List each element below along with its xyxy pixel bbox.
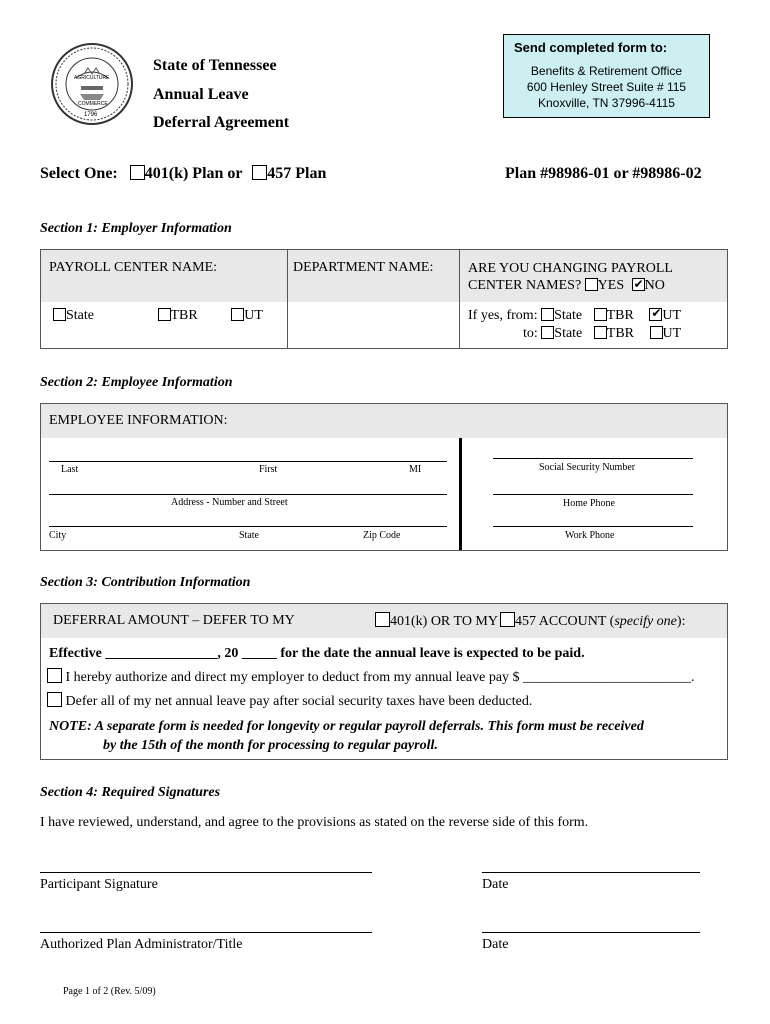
zip-label: Zip Code bbox=[363, 530, 401, 541]
checkbox-center-ut[interactable] bbox=[231, 308, 244, 321]
city-state-zip-field[interactable] bbox=[49, 526, 447, 527]
checkbox-to-state[interactable] bbox=[541, 326, 554, 339]
checkbox-from-tbr[interactable] bbox=[594, 308, 607, 321]
checkbox-authorize-deduct[interactable] bbox=[47, 668, 62, 683]
checkbox-from-state[interactable] bbox=[541, 308, 554, 321]
work-phone-field[interactable] bbox=[493, 526, 693, 527]
administrator-date-label: Date bbox=[482, 937, 509, 952]
participant-signature-label: Participant Signature bbox=[40, 877, 158, 892]
contribution-box bbox=[40, 603, 728, 760]
deferral-amount-label: DEFERRAL AMOUNT – DEFER TO MY bbox=[53, 613, 295, 628]
effective-date-line: Effective ________________, 20 _____ for the date the annual leave is expected to be paid. bbox=[49, 646, 585, 661]
select-one-label: Select One: bbox=[40, 165, 118, 182]
plan-select-row bbox=[40, 165, 326, 183]
title-line-leave: Annual Leave bbox=[153, 85, 249, 103]
defer-all-text: Defer all of my net annual leave pay after social security taxes have been deducted. bbox=[65, 694, 533, 709]
send-line-street: 600 Henley Street Suite # 115 bbox=[526, 80, 687, 94]
participant-date-label: Date bbox=[482, 877, 509, 892]
checkbox-to-tbr[interactable] bbox=[594, 326, 607, 339]
changing-payroll-question: ARE YOU CHANGING PAYROLL CENTER NAMES? YES ✔ NO bbox=[468, 260, 673, 294]
authorize-text: I hereby authorize and direct my employer to deduct from my annual leave pay $ ________________________. bbox=[65, 670, 695, 685]
first-label: First bbox=[259, 464, 278, 475]
if-yes-from-label: If yes, from: bbox=[468, 308, 538, 323]
checkbox-defer-457[interactable] bbox=[500, 612, 515, 627]
seal-year: 1796 bbox=[84, 112, 98, 118]
last-label: Last bbox=[61, 464, 79, 475]
checkbox-from-ut[interactable] bbox=[649, 308, 662, 321]
administrator-label: Authorized Plan Administrator/Title bbox=[40, 937, 243, 952]
option-authorize-row bbox=[47, 668, 695, 686]
option-defer-all-row bbox=[47, 692, 532, 710]
plan-number: Plan #98986-01 or #98986-02 bbox=[505, 165, 702, 182]
checkbox-defer-401k[interactable] bbox=[375, 612, 390, 627]
employee-info-box bbox=[40, 403, 728, 551]
send-line-city: Knoxville, TN 37996-4115 bbox=[538, 96, 675, 110]
page-number: Page 1 of 2 (Rev. 5/09) bbox=[63, 986, 156, 997]
checkbox-changing-yes[interactable] bbox=[585, 278, 598, 291]
administrator-signature-field[interactable] bbox=[40, 932, 372, 933]
checkbox-457-plan[interactable] bbox=[252, 165, 267, 180]
change-to-row: to: State TBR UT bbox=[523, 326, 682, 341]
account-select-row: 401(k) OR TO MY 457 ACCOUNT (specify one): bbox=[375, 612, 685, 630]
checkbox-center-tbr[interactable] bbox=[158, 308, 171, 321]
home-phone-field[interactable] bbox=[493, 494, 693, 495]
send-line-office: Benefits & Retirement Office bbox=[530, 64, 683, 78]
section4-title: Section 4: Required Signatures bbox=[40, 785, 221, 800]
ssn-field[interactable] bbox=[493, 458, 693, 459]
send-address-box bbox=[503, 34, 710, 118]
checkbox-changing-no[interactable] bbox=[632, 278, 645, 291]
participant-signature-field[interactable] bbox=[40, 872, 372, 873]
state-label: State bbox=[239, 530, 259, 541]
employer-info-table bbox=[40, 249, 728, 349]
contribution-note: NOTE: A separate form is needed for longevity or regular payroll deferrals. This form must be received by the 15th of the month for processing to regular payroll. bbox=[49, 719, 644, 753]
deferral-heading-row bbox=[53, 613, 295, 629]
employee-divider bbox=[459, 438, 462, 550]
checkbox-defer-all[interactable] bbox=[47, 692, 62, 707]
seal-text-bottom: COMMERCE bbox=[78, 101, 108, 107]
checkbox-to-ut[interactable] bbox=[650, 326, 663, 339]
to-label: to: bbox=[523, 326, 538, 341]
participant-date-field[interactable] bbox=[482, 872, 700, 873]
option-457-label: 457 Plan bbox=[267, 165, 327, 182]
mi-label: MI bbox=[409, 464, 422, 475]
department-name-label: DEPARTMENT NAME: bbox=[293, 260, 434, 275]
yes-label: YES bbox=[597, 278, 625, 293]
address-field[interactable] bbox=[49, 494, 447, 495]
ssn-label: Social Security Number bbox=[539, 462, 636, 473]
checkbox-center-state[interactable] bbox=[53, 308, 66, 321]
payroll-center-label: PAYROLL CENTER NAME: bbox=[49, 260, 218, 275]
section3-title: Section 3: Contribution Information bbox=[40, 575, 251, 590]
tennessee-state-seal bbox=[50, 42, 134, 126]
seal-text-top: AGRICULTURE bbox=[74, 75, 110, 81]
name-field[interactable] bbox=[49, 461, 447, 462]
form-title bbox=[153, 52, 289, 138]
send-heading: Send completed form to: bbox=[514, 40, 668, 55]
home-phone-label: Home Phone bbox=[563, 498, 615, 509]
employee-info-heading: EMPLOYEE INFORMATION: bbox=[49, 413, 228, 428]
title-line-state: State of Tennessee bbox=[153, 57, 277, 74]
work-phone-label: Work Phone bbox=[565, 530, 615, 541]
no-label: NO bbox=[644, 278, 665, 293]
city-label: City bbox=[49, 530, 67, 541]
title-line-agreement: Deferral Agreement bbox=[153, 114, 290, 131]
option-401k-label: 401(k) Plan or bbox=[144, 165, 243, 182]
checkbox-401k-plan[interactable] bbox=[130, 165, 145, 180]
payroll-center-options: State TBR UT bbox=[53, 308, 263, 324]
section1-title: Section 1: Employer Information bbox=[40, 221, 232, 236]
section2-title: Section 2: Employee Information bbox=[40, 375, 233, 390]
change-from-row: If yes, from: State TBR ✔ UT bbox=[468, 308, 681, 324]
agreement-statement: I have reviewed, understand, and agree to the provisions as stated on the reverse side of this form. bbox=[40, 815, 589, 830]
address-label: Address - Number and Street bbox=[171, 497, 288, 508]
administrator-date-field[interactable] bbox=[482, 932, 700, 933]
